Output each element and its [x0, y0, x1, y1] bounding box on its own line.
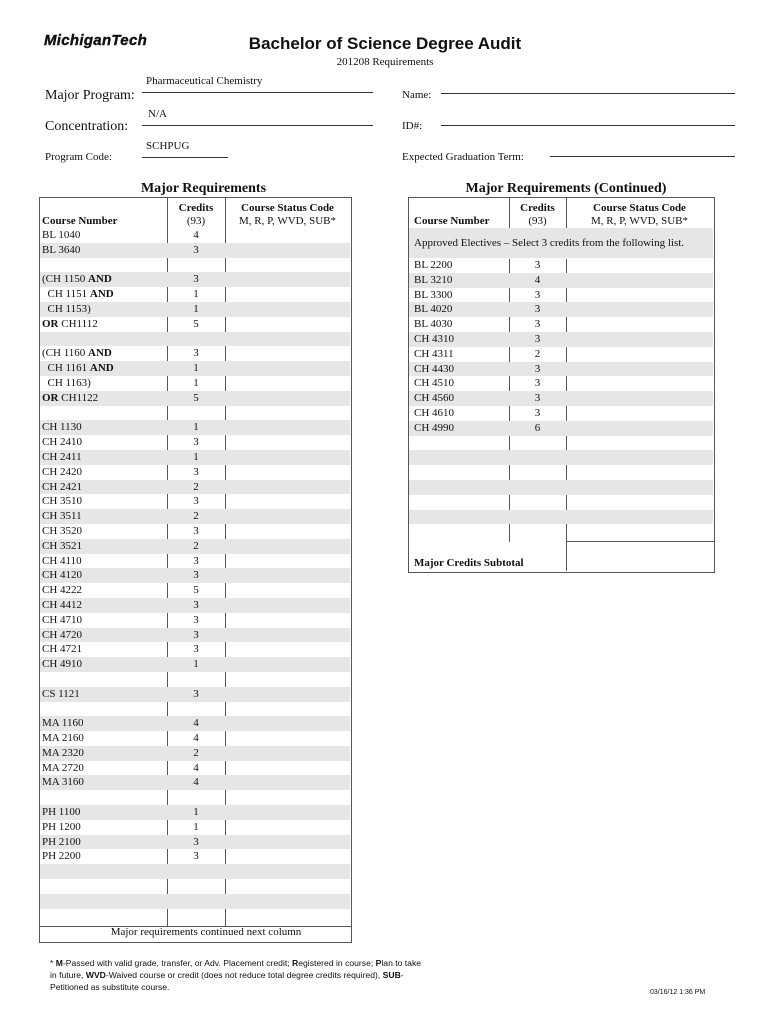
table-row	[409, 332, 713, 347]
table-row	[40, 524, 350, 539]
course-number: MA 1160	[40, 716, 167, 731]
course-number: CH 4560	[409, 391, 509, 406]
course-status-cell[interactable]	[566, 376, 713, 391]
table-row	[40, 642, 350, 657]
course-credits	[167, 864, 225, 879]
table-row	[40, 716, 350, 731]
course-number: CH 4720	[40, 628, 167, 643]
page-subtitle: 201208 Requirements	[336, 56, 434, 68]
course-credits: 1	[193, 376, 199, 389]
table-row	[40, 894, 350, 909]
course-number: CH 4412	[40, 598, 167, 613]
col-course-number-cont: Course Number	[414, 215, 490, 227]
program-code-line[interactable]	[142, 157, 228, 158]
table-row	[409, 450, 713, 465]
course-status-cell[interactable]	[566, 495, 713, 510]
course-credits	[167, 702, 225, 717]
course-number	[40, 894, 167, 909]
course-status-cell[interactable]	[225, 272, 350, 287]
table-row	[40, 509, 350, 524]
course-number: BL 3640	[40, 243, 167, 258]
course-number: CH 4310	[409, 332, 509, 347]
course-number	[409, 510, 509, 525]
course-status-cell[interactable]	[566, 302, 713, 317]
course-status-cell[interactable]	[225, 805, 350, 820]
major-program-label: Major Program:	[45, 88, 135, 103]
course-number: PH 1100	[40, 805, 167, 820]
course-status-cell[interactable]	[225, 435, 350, 450]
table-row	[40, 228, 350, 243]
table-row	[409, 317, 713, 332]
table-row	[409, 524, 713, 539]
table-row	[409, 480, 713, 495]
table-row	[40, 613, 350, 628]
course-status-cell[interactable]	[225, 761, 350, 776]
course-number	[409, 450, 509, 465]
course-status-cell[interactable]	[225, 909, 350, 924]
course-status-cell[interactable]	[566, 436, 713, 451]
table-row	[40, 420, 350, 435]
course-number: MA 2160	[42, 732, 84, 745]
table-row	[40, 687, 350, 702]
course-credits: 4	[167, 716, 225, 731]
course-credits: 6	[509, 421, 566, 436]
table-row	[40, 317, 350, 332]
table-row	[40, 790, 350, 805]
course-number: CH 4120	[40, 568, 167, 583]
course-status-cell[interactable]	[566, 317, 713, 332]
course-credits: 2	[167, 509, 225, 524]
table-row	[409, 406, 713, 421]
table-row	[40, 539, 350, 554]
course-credits	[167, 894, 225, 909]
course-number	[409, 436, 509, 451]
name-field[interactable]	[441, 93, 735, 94]
course-status-cell[interactable]	[225, 391, 350, 406]
course-number: CH 2421	[40, 480, 167, 495]
course-status-cell[interactable]	[566, 510, 713, 525]
id-field[interactable]	[441, 125, 735, 126]
course-credits: 5	[193, 317, 199, 330]
program-code-label: Program Code:	[45, 151, 112, 163]
concentration-label: Concentration:	[45, 119, 129, 134]
course-status-cell[interactable]	[566, 362, 713, 377]
table-row	[40, 258, 350, 273]
course-number: (CH 1150 AND	[40, 272, 167, 287]
course-status-cell[interactable]	[225, 332, 350, 347]
course-number	[40, 258, 167, 273]
table-row	[40, 746, 350, 761]
course-credits	[167, 258, 225, 273]
electives-note: Approved Electives – Select 3 credits from the following list.	[409, 228, 713, 258]
course-credits: 4	[193, 229, 199, 241]
course-credits	[167, 332, 225, 347]
table-row	[409, 288, 713, 303]
course-number: BL 4020	[409, 302, 509, 317]
course-credits	[509, 480, 566, 495]
course-number: CH 4110	[42, 554, 82, 567]
course-credits	[167, 909, 225, 924]
table-row	[40, 287, 350, 302]
course-number: BL 4030	[414, 318, 453, 331]
course-credits: 3	[193, 495, 199, 508]
right-requirements-table	[409, 198, 713, 539]
col-status-cont: Course Status Code M, R, P, WVD, SUB*	[591, 202, 688, 227]
course-status-cell[interactable]	[225, 568, 350, 583]
course-credits: 3	[193, 554, 199, 567]
course-status-cell[interactable]	[225, 835, 350, 850]
course-status-cell[interactable]	[225, 731, 350, 746]
id-label: ID#:	[402, 120, 423, 132]
page-title: Bachelor of Science Degree Audit	[248, 34, 522, 53]
table-row	[409, 362, 713, 377]
table-row	[409, 347, 713, 362]
course-status-cell[interactable]	[225, 598, 350, 613]
course-status-cell[interactable]	[225, 613, 350, 628]
course-credits: 2	[167, 480, 225, 495]
course-status-cell[interactable]	[225, 539, 350, 554]
course-number	[409, 480, 509, 495]
major-requirements-continued-heading: Major Requirements (Continued)	[465, 181, 667, 196]
course-status-cell[interactable]	[225, 509, 350, 524]
course-number: CH 1151 AND	[42, 288, 114, 301]
course-number: BL 2200	[414, 259, 453, 271]
course-credits: 3	[167, 835, 225, 850]
course-status-cell[interactable]	[566, 391, 713, 406]
course-status-cell[interactable]	[566, 480, 713, 495]
col-course-number: Course Number	[42, 215, 118, 227]
table-row	[409, 465, 713, 480]
table-row	[40, 775, 350, 790]
course-credits: 3	[167, 628, 225, 643]
course-number: OR CH1112	[42, 317, 98, 330]
course-number: MA 3160	[40, 775, 167, 790]
table-row	[40, 272, 350, 287]
course-status-cell[interactable]	[225, 361, 350, 376]
course-credits: 3	[509, 332, 566, 347]
major-program-value: Pharmaceutical Chemistry	[146, 75, 263, 87]
course-credits: 3	[193, 465, 199, 478]
table-row	[409, 510, 713, 525]
course-credits	[509, 465, 566, 480]
course-number: CH 2420	[42, 465, 83, 478]
course-status-cell[interactable]	[225, 672, 350, 687]
table-row	[40, 657, 350, 672]
table-row	[40, 346, 350, 361]
course-number: CH 4610	[414, 406, 455, 419]
course-number: CH 3521	[40, 539, 167, 554]
col-status: Course Status Code M, R, P, WVD, SUB*	[239, 202, 336, 227]
course-credits: 3	[509, 391, 566, 406]
course-number: PH 2200	[42, 850, 81, 863]
col-credits-cont: Credits (93)	[520, 202, 555, 227]
table-row	[40, 494, 350, 509]
course-status-cell[interactable]	[225, 879, 350, 894]
course-credits: 1	[193, 288, 199, 301]
course-status-cell[interactable]	[225, 287, 350, 302]
course-credits: 5	[167, 391, 225, 406]
course-status-cell[interactable]	[225, 657, 350, 672]
major-credits-subtotal-label: Major Credits Subtotal	[414, 557, 524, 569]
course-status-cell[interactable]	[225, 465, 350, 480]
course-credits	[509, 495, 566, 510]
status-code-legend: * M-Passed with valid grade, transfer, or Adv. Placement credit; Registered in course; Plan to take in future, WVD-Waived course or credit (does not reduce total degree credits required), SUB-Petitioned as substitute course.	[50, 958, 422, 992]
table-row	[40, 568, 350, 583]
table-row	[40, 480, 350, 495]
course-credits: 4	[193, 761, 199, 774]
course-status-cell[interactable]	[225, 554, 350, 569]
grad-term-label: Expected Graduation Term:	[402, 151, 524, 163]
course-number: CH 3520	[42, 524, 83, 537]
course-credits: 2	[167, 539, 225, 554]
table-row	[40, 761, 350, 776]
course-number: CH 4510	[414, 377, 455, 390]
course-credits: 3	[534, 406, 541, 419]
concentration-value: N/A	[148, 108, 167, 120]
course-status-cell[interactable]	[225, 746, 350, 761]
course-status-cell[interactable]	[225, 317, 350, 332]
course-status-cell[interactable]	[225, 716, 350, 731]
table-row	[40, 243, 350, 258]
course-status-cell[interactable]	[225, 258, 350, 273]
left-requirements-table	[40, 198, 350, 923]
table-row	[409, 436, 713, 451]
course-status-cell[interactable]	[225, 494, 350, 509]
course-credits	[167, 790, 225, 805]
course-number: CH 1161 AND	[40, 361, 167, 376]
table-row	[40, 435, 350, 450]
course-status-cell[interactable]	[225, 849, 350, 864]
course-credits	[509, 524, 566, 539]
course-status-cell[interactable]	[225, 524, 350, 539]
table-row	[40, 835, 350, 850]
course-status-cell[interactable]	[225, 346, 350, 361]
course-number: BL 3300	[414, 288, 453, 301]
course-status-cell[interactable]	[225, 406, 350, 421]
major-program-line[interactable]	[142, 92, 373, 93]
course-status-cell[interactable]	[566, 273, 713, 288]
course-number	[40, 790, 167, 805]
course-credits: 3	[534, 288, 541, 301]
course-status-cell[interactable]	[225, 702, 350, 717]
course-number: CH 1153)	[40, 302, 167, 317]
course-number	[409, 495, 509, 510]
course-status-cell[interactable]	[225, 775, 350, 790]
table-row	[40, 628, 350, 643]
course-credits: 3	[509, 362, 566, 377]
course-status-cell[interactable]	[225, 864, 350, 879]
table-row	[40, 731, 350, 746]
course-status-cell[interactable]	[566, 465, 713, 480]
course-status-cell[interactable]	[225, 480, 350, 495]
concentration-line[interactable]	[142, 125, 373, 126]
table-row	[40, 391, 350, 406]
course-credits: 1	[167, 805, 225, 820]
course-number: PH 2100	[40, 835, 167, 850]
course-credits: 3	[534, 259, 541, 271]
table-row	[40, 805, 350, 820]
course-number: CH 2410	[42, 436, 83, 449]
course-status-cell[interactable]	[225, 894, 350, 909]
course-number	[40, 909, 167, 924]
table-row	[40, 332, 350, 347]
table-row	[40, 583, 350, 598]
course-number: CS 1121	[40, 687, 167, 702]
table-row	[40, 406, 350, 421]
course-number: CH 4721	[42, 643, 83, 656]
table-row	[409, 495, 713, 510]
subtotal-line	[566, 541, 714, 542]
course-number	[40, 879, 167, 894]
course-status-cell[interactable]	[225, 642, 350, 657]
course-credits: 5	[193, 584, 199, 597]
table-row	[40, 820, 350, 835]
major-requirements-heading: Major Requirements	[140, 181, 267, 196]
course-number	[409, 465, 509, 480]
course-status-cell[interactable]	[566, 332, 713, 347]
course-number: (CH 1160 AND	[42, 347, 112, 360]
course-status-cell[interactable]	[225, 228, 350, 243]
table-row	[40, 554, 350, 569]
table-row	[40, 376, 350, 391]
table-row	[40, 849, 350, 864]
course-credits: 1	[193, 820, 199, 833]
course-credits: 3	[167, 272, 225, 287]
timestamp: 03/16/12 1:36 PM	[650, 989, 706, 996]
grad-term-field[interactable]	[550, 156, 735, 157]
course-status-cell[interactable]	[566, 406, 713, 421]
course-credits: 1	[167, 302, 225, 317]
course-number: OR CH1122	[40, 391, 167, 406]
course-status-cell[interactable]	[225, 583, 350, 598]
course-status-cell[interactable]	[566, 450, 713, 465]
table-row	[40, 302, 350, 317]
course-number: CH 4990	[409, 421, 509, 436]
course-credits: 3	[534, 318, 541, 331]
course-credits: 3	[193, 643, 199, 656]
course-status-cell[interactable]	[566, 421, 713, 436]
table-row	[40, 598, 350, 613]
course-number: CH 4710	[42, 613, 83, 626]
course-number: CH 3511	[40, 509, 167, 524]
table-row	[409, 391, 713, 406]
course-credits	[509, 510, 566, 525]
course-status-cell[interactable]	[566, 347, 713, 362]
course-status-cell[interactable]	[225, 243, 350, 258]
course-credits: 3	[167, 687, 225, 702]
col-credits: Credits (93)	[178, 202, 214, 227]
course-status-cell[interactable]	[225, 790, 350, 805]
course-credits: 3	[193, 850, 199, 863]
table-row	[40, 702, 350, 717]
course-status-cell[interactable]	[566, 258, 713, 273]
course-status-cell[interactable]	[225, 420, 350, 435]
table-row	[40, 879, 350, 894]
table-row	[409, 258, 713, 273]
table-row	[409, 273, 713, 288]
course-status-cell[interactable]	[225, 376, 350, 391]
course-credits: 3	[193, 613, 199, 626]
course-status-cell[interactable]	[225, 687, 350, 702]
course-status-cell[interactable]	[566, 524, 713, 539]
michigan-tech-logo: MichiganTech	[44, 32, 148, 49]
course-credits: 1	[167, 361, 225, 376]
table-row	[40, 672, 350, 687]
program-code-value: SCHPUG	[146, 140, 190, 152]
course-status-cell[interactable]	[225, 450, 350, 465]
course-credits: 4	[509, 273, 566, 288]
table-row	[40, 864, 350, 879]
course-credits: 3	[167, 598, 225, 613]
course-credits: 3	[193, 347, 199, 360]
course-credits: 3	[193, 524, 199, 537]
course-credits	[167, 879, 225, 894]
table-row	[40, 909, 350, 924]
course-credits: 1	[167, 657, 225, 672]
course-status-cell[interactable]	[566, 288, 713, 303]
course-number	[409, 524, 509, 539]
course-number	[40, 702, 167, 717]
course-status-cell[interactable]	[225, 302, 350, 317]
course-number	[40, 672, 167, 687]
course-number	[40, 406, 167, 421]
course-number: MA 2720	[42, 761, 84, 774]
table-row	[40, 361, 350, 376]
course-credits: 1	[167, 420, 225, 435]
course-credits: 4	[193, 732, 199, 745]
course-credits: 3	[167, 568, 225, 583]
course-credits: 3	[167, 243, 225, 258]
course-credits	[167, 406, 225, 421]
continued-note: Major requirements continued next column	[110, 926, 302, 938]
course-number: MA 2320	[40, 746, 167, 761]
course-credits: 3	[193, 436, 199, 449]
course-number: CH 4311	[414, 347, 454, 360]
course-number: BL 1040	[42, 229, 81, 241]
course-number: CH 4430	[409, 362, 509, 377]
course-status-cell[interactable]	[225, 628, 350, 643]
course-number	[40, 332, 167, 347]
course-credits: 3	[509, 302, 566, 317]
course-credits: 3	[534, 377, 541, 390]
course-credits: 2	[167, 746, 225, 761]
course-number: CH 1163)	[42, 376, 91, 389]
course-credits: 4	[167, 775, 225, 790]
course-number	[40, 864, 167, 879]
course-credits	[509, 450, 566, 465]
course-number: CH 4910	[40, 657, 167, 672]
course-number: CH 4222	[42, 584, 83, 597]
course-number: CH 3510	[42, 495, 83, 508]
course-number: CH 2411	[40, 450, 167, 465]
table-row	[409, 421, 713, 436]
table-row	[40, 450, 350, 465]
course-credits: 2	[534, 347, 541, 360]
course-credits: 1	[167, 450, 225, 465]
table-row	[409, 302, 713, 317]
name-label: Name:	[402, 89, 432, 101]
course-status-cell[interactable]	[225, 820, 350, 835]
course-credits	[509, 436, 566, 451]
course-number: CH 1130	[40, 420, 167, 435]
course-number: BL 3210	[409, 273, 509, 288]
course-number: PH 1200	[42, 820, 81, 833]
table-row	[409, 376, 713, 391]
course-credits	[167, 672, 225, 687]
table-row	[40, 465, 350, 480]
